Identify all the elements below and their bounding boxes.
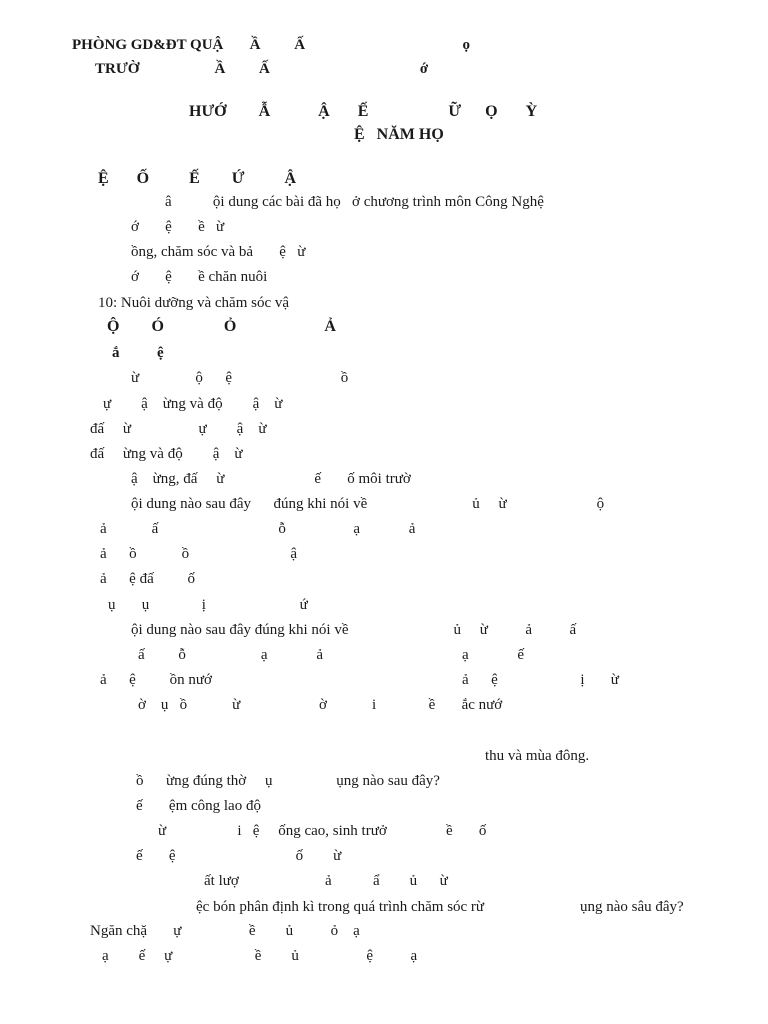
body-line: thu và mùa đông. [485, 748, 590, 764]
body-line: ắ ệ [112, 345, 164, 361]
body-line: ạ ế [462, 647, 525, 663]
section-heading: Ệ Ố Ế Ứ Ậ [98, 170, 297, 187]
body-line: ả ệ ồn nướ [100, 672, 212, 688]
body-line: ề ố [446, 823, 487, 839]
header-school-line: TRƯỜ Ầ Ấ ớ [95, 61, 429, 77]
body-line: ả ệ ị ừ [462, 672, 619, 688]
body-line: ậ ừng, đấ ừ ế ố môi trườ [131, 471, 411, 487]
body-line: ệc bón phân định kì trong quá trình chăm sóc rừ [196, 899, 485, 915]
body-line: ả ấ ỗ ạ ả [100, 521, 416, 537]
body-line: ồ ừng đúng thờ ụ ụng nào sau đây? [136, 773, 440, 789]
body-line: ừ ộ ệ ồ [131, 370, 349, 386]
body-line: ồng, chăm sóc và bả ệ ừ [131, 244, 306, 260]
body-line: ự ậ ừng và độ ậ ừ [103, 396, 283, 412]
title-line-2: Ệ NĂM HỌ [354, 126, 444, 143]
body-line: ế ệm công lao độ [136, 798, 261, 814]
body-line: ả ồ ồ ậ [100, 546, 298, 562]
body-line: ụng nào sâu đây? [580, 899, 684, 915]
header-org-line: PHÒNG GD&ĐT QUẬ Ầ Ấ ọ [72, 37, 471, 53]
body-line: đấ ừ ự ậ ừ [90, 421, 267, 437]
body-line: 10: Nuôi dưỡng và chăm sóc vậ [98, 295, 290, 311]
body-line: ụ ụ ị ứ [108, 597, 308, 613]
body-line: ớ ệ ề ừ [131, 219, 225, 235]
body-line: ả ệ đấ ố [100, 571, 195, 587]
title-line-1: HƯỚ Ẫ Ậ Ế Ữ Ọ Ỳ [189, 103, 538, 120]
body-line: ế ệ ố ừ [136, 848, 342, 864]
body-line: Ngăn chặ ự ề ủ ỏ ạ [90, 923, 360, 939]
body-line: ấ ỗ ạ ả [138, 647, 323, 663]
body-line: ội dung nào sau đây đúng khi nói về ủ ừ ộ [131, 496, 605, 512]
body-line: ạ ế ự ề ủ ệ ạ [102, 948, 418, 964]
body-line: ất lượ ả ẩ ủ ừ [204, 873, 448, 889]
body-line: â ội dung các bài đã họ ở chương trình môn Công Nghệ [165, 194, 544, 210]
body-line: ớ ệ ề chăn nuôi [131, 269, 268, 285]
section-subheading: Ộ Ó Ỏ Ả [107, 318, 336, 335]
body-line: ờ ụ ồ ừ ờ i ề ắc nướ [138, 697, 503, 713]
body-line: đấ ừng và độ ậ ừ [90, 446, 243, 462]
body-line: ừ i ệ ống cao, sinh trưở [158, 823, 387, 839]
body-line: ội dung nào sau đây đúng khi nói về ủ ừ ả ấ [131, 622, 577, 638]
